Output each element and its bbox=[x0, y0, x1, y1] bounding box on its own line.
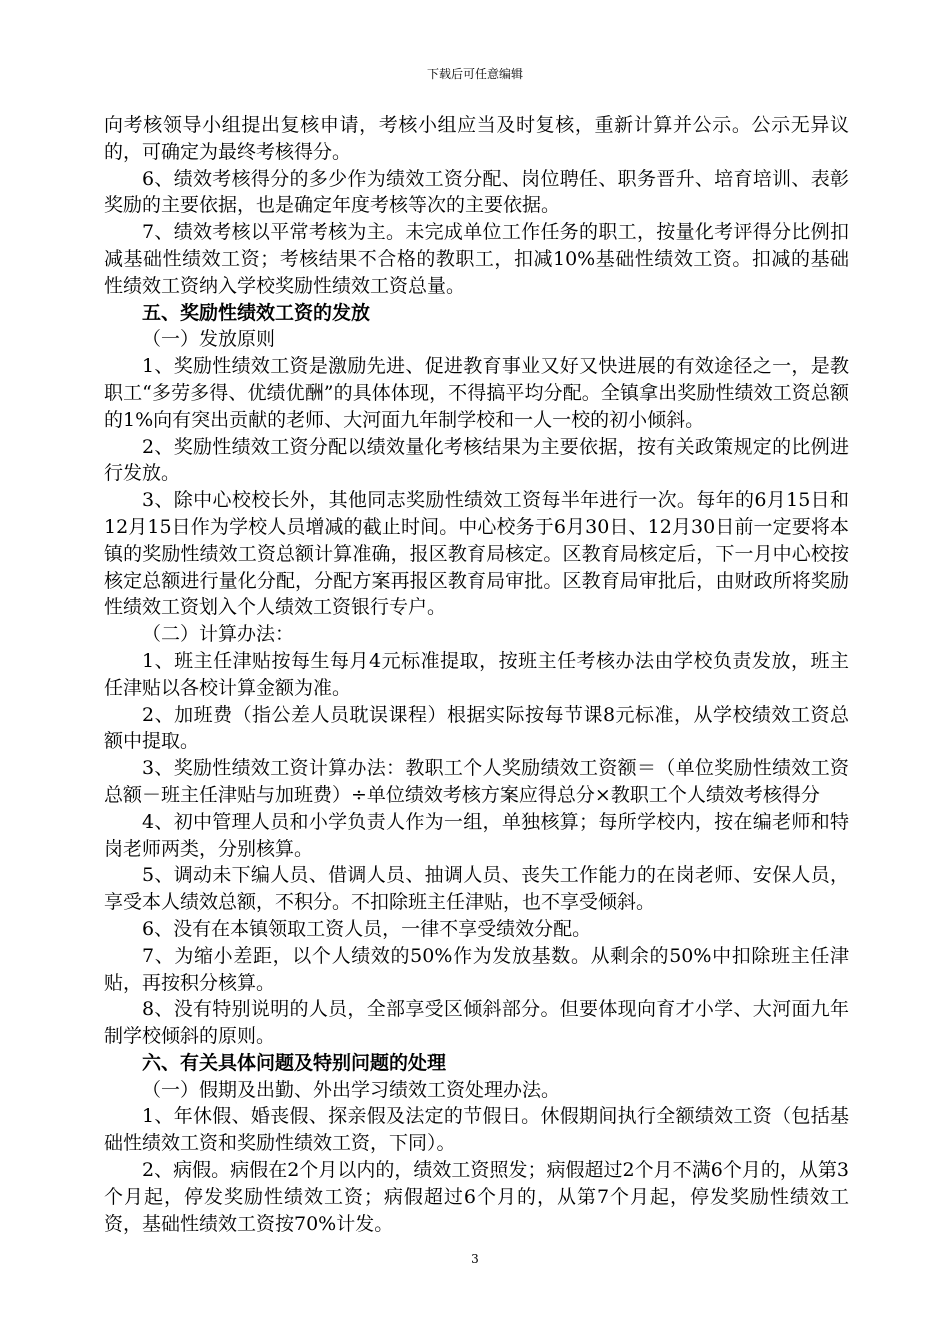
paragraph-calc-8: 8、没有特别说明的人员，全部享受区倾斜部分。但要体现向育才小学、大河面九年制学校倾斜的原则。 bbox=[104, 998, 849, 1048]
paragraph-calc-2: 2、加班费（指公差人员耽误课程）根据实际按每节课8元标准，从学校绩效工资总额中提取。 bbox=[104, 703, 849, 753]
paragraph-calc-1: 1、班主任津贴按每生每月4元标准提取，按班主任考核办法由学校负责发放，班主任津贴以各校计算金额为准。 bbox=[104, 649, 849, 699]
paragraph-continuation: 向考核领导小组提出复核申请，考核小组应当及时复核，重新计算并公示。公示无异议的，可确定为最终考核得分。 bbox=[104, 114, 849, 163]
paragraph-item-7: 7、绩效考核以平常考核为主。未完成单位工作任务的职工，按量化考评得分比例扣减基础性绩效工资；考核结果不合格的教职工，扣减10%基础性绩效工资。扣减的基础性绩效工资纳入学校奖励性绩效工资总量。 bbox=[104, 221, 849, 297]
paragraph-calc-5: 5、调动未下编人员、借调人员、抽调人员、丧失工作能力的在岗老师、安保人员，享受本人绩效总额，不积分。不扣除班主任津贴，也不享受倾斜。 bbox=[104, 864, 849, 914]
section-heading-5: 五、奖励性绩效工资的发放 bbox=[142, 301, 371, 324]
paragraph-calc-7: 7、为缩小差距，以个人绩效的50%作为发放基数。从剩余的50%中扣除班主任津贴，再按积分核算。 bbox=[104, 944, 849, 994]
paragraph-principle-2: 2、奖励性绩效工资分配以绩效量化考核结果为主要依据，按有关政策规定的比例进行发放。 bbox=[104, 435, 849, 485]
paragraph-principle-1: 1、奖励性绩效工资是激励先进、促进教育事业又好又快进展的有效途径之一，是教职工“多劳多得、优绩优酬”的具体体现，不得搞平均分配。全镇拿出奖励性绩效工资总额的1%向有突出贡献的老师、大河面九年制学校和一人一校的初小倾斜。 bbox=[104, 355, 849, 431]
document-body bbox=[104, 112, 849, 1237]
subsection-heading-calculation: （二）计算办法： bbox=[142, 623, 295, 646]
paragraph-leave-2: 2、病假。病假在2个月以内的，绩效工资照发；病假超过2个月不满6个月的，从第3个月起，停发奖励性绩效工资；病假超过6个月的，从第7个月起，停发奖励性绩效工资，基础性绩效工资按70%计发。 bbox=[104, 1159, 849, 1235]
page-number: 3 bbox=[471, 1252, 479, 1266]
paragraph-calc-6: 6、没有在本镇领取工资人员，一律不享受绩效分配。 bbox=[142, 917, 592, 940]
paragraph-calc-3: 3、奖励性绩效工资计算办法：教职工个人奖励绩效工资额＝（单位奖励性绩效工资总额－班主任津贴与加班费）÷单位绩效考核方案应得总分×教职工个人绩效考核得分 bbox=[104, 757, 849, 806]
subsection-heading-principles: （一）发放原则 bbox=[142, 328, 276, 351]
section-heading-6: 六、有关具体问题及特别问题的处理 bbox=[142, 1051, 447, 1074]
paragraph-principle-3: 3、除中心校校长外，其他同志奖励性绩效工资每半年进行一次。每年的6月15日和12月15日作为学校人员增减的截止时间。中心校务于6月30日、12月30日前一定要将本镇的奖励性绩效工资总额计算准确，报区教育局核定。区教育局核定后，下一月中心校按核定总额进行量化分配，分配方案再报区教育局审批。区教育局审批后，由财政所将奖励性绩效工资划入个人绩效工资银行专户。 bbox=[104, 489, 849, 619]
paragraph-calc-4: 4、初中管理人员和小学负责人作为一组，单独核算；每所学校内，按在编老师和特岗老师两类，分别核算。 bbox=[104, 810, 849, 860]
paragraph-item-6: 6、绩效考核得分的多少作为绩效工资分配、岗位聘任、职务晋升、培育培训、表彰奖励的主要依据，也是确定年度考核等次的主要依据。 bbox=[104, 167, 849, 217]
paragraph-leave-1: 1、年休假、婚丧假、探亲假及法定的节假日。休假期间执行全额绩效工资（包括基础性绩效工资和奖励性绩效工资，下同）。 bbox=[104, 1105, 849, 1155]
page-header: 下载后可任意编辑 bbox=[426, 67, 523, 81]
subsection-heading-leave: （一）假期及出勤、外出学习绩效工资处理办法。 bbox=[142, 1078, 561, 1101]
